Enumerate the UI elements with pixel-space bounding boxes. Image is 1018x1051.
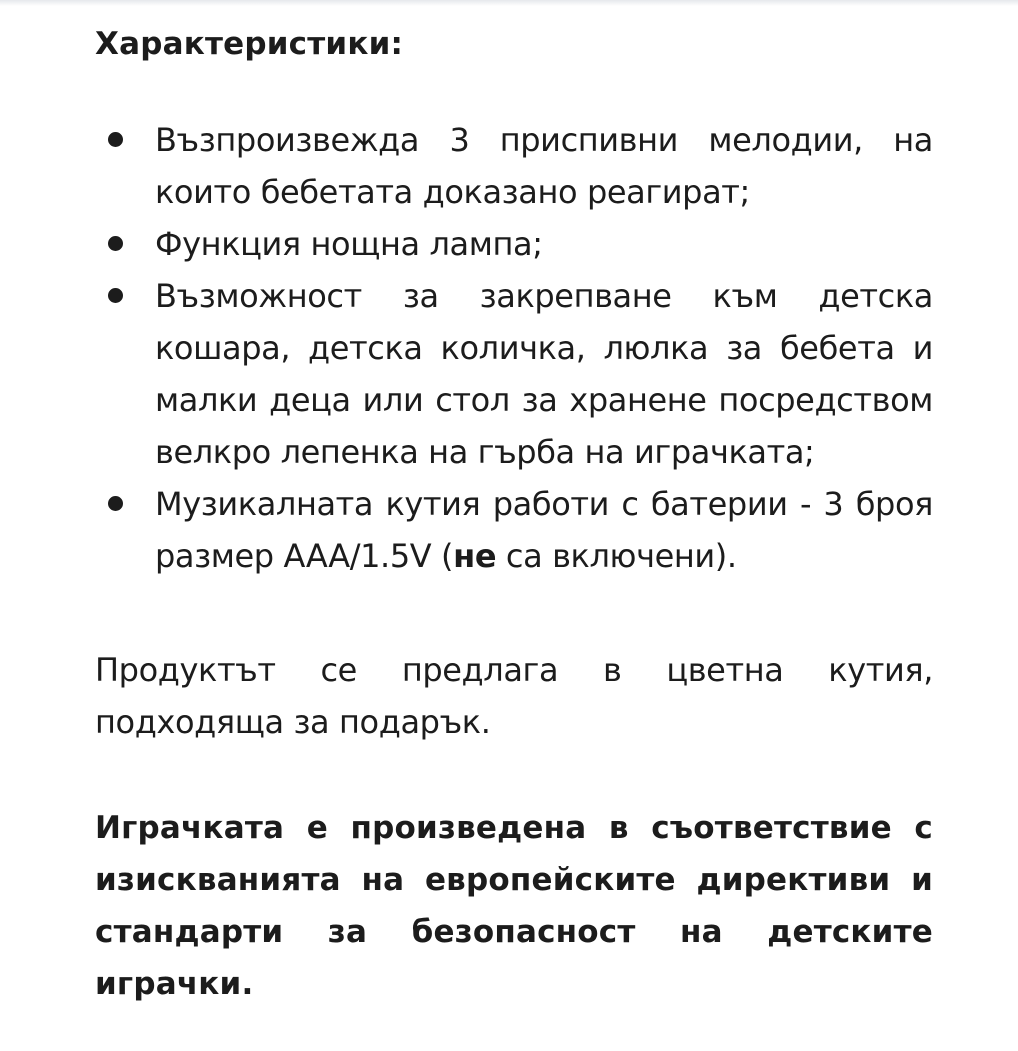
feature-text: Възпроизвежда 3 приспивни мелодии, на които бебетата доказано реагират; (155, 121, 933, 211)
features-heading: Характеристики: (95, 26, 404, 62)
feature-night-lamp (95, 218, 933, 270)
top-edge-shadow (0, 0, 1018, 6)
bullet-icon (108, 288, 123, 303)
bullet-icon (108, 496, 123, 511)
gift-box-note: Продуктът се предлага в цветна кутия, подходяща за подарък. (95, 651, 933, 741)
feature-text-emphasis: не (453, 537, 497, 575)
bullet-icon (108, 236, 123, 251)
features-list (95, 114, 933, 582)
feature-lullabies (95, 114, 933, 218)
safety-compliance-note: Играчката е произведена в съответствие с изискванията на европейските директиви и стандарти за безопасност на детските играчки. (95, 810, 933, 1002)
feature-text-before: Музикалната кутия работи с батерии - 3 броя размер AAA/1.5V ( (155, 485, 933, 575)
feature-text: Възможност за закрепване към детска кошара, детска количка, люлка за бебета и малки деца или стол за хранене посредством велкро лепенка на гърба на играчката; (155, 277, 933, 471)
feature-mounting (95, 270, 933, 478)
product-description (95, 18, 933, 1010)
feature-text: Функция нощна лампа; (155, 225, 543, 263)
feature-batteries (95, 478, 933, 582)
feature-text-after: са включени). (496, 537, 737, 575)
bullet-icon (108, 132, 123, 147)
